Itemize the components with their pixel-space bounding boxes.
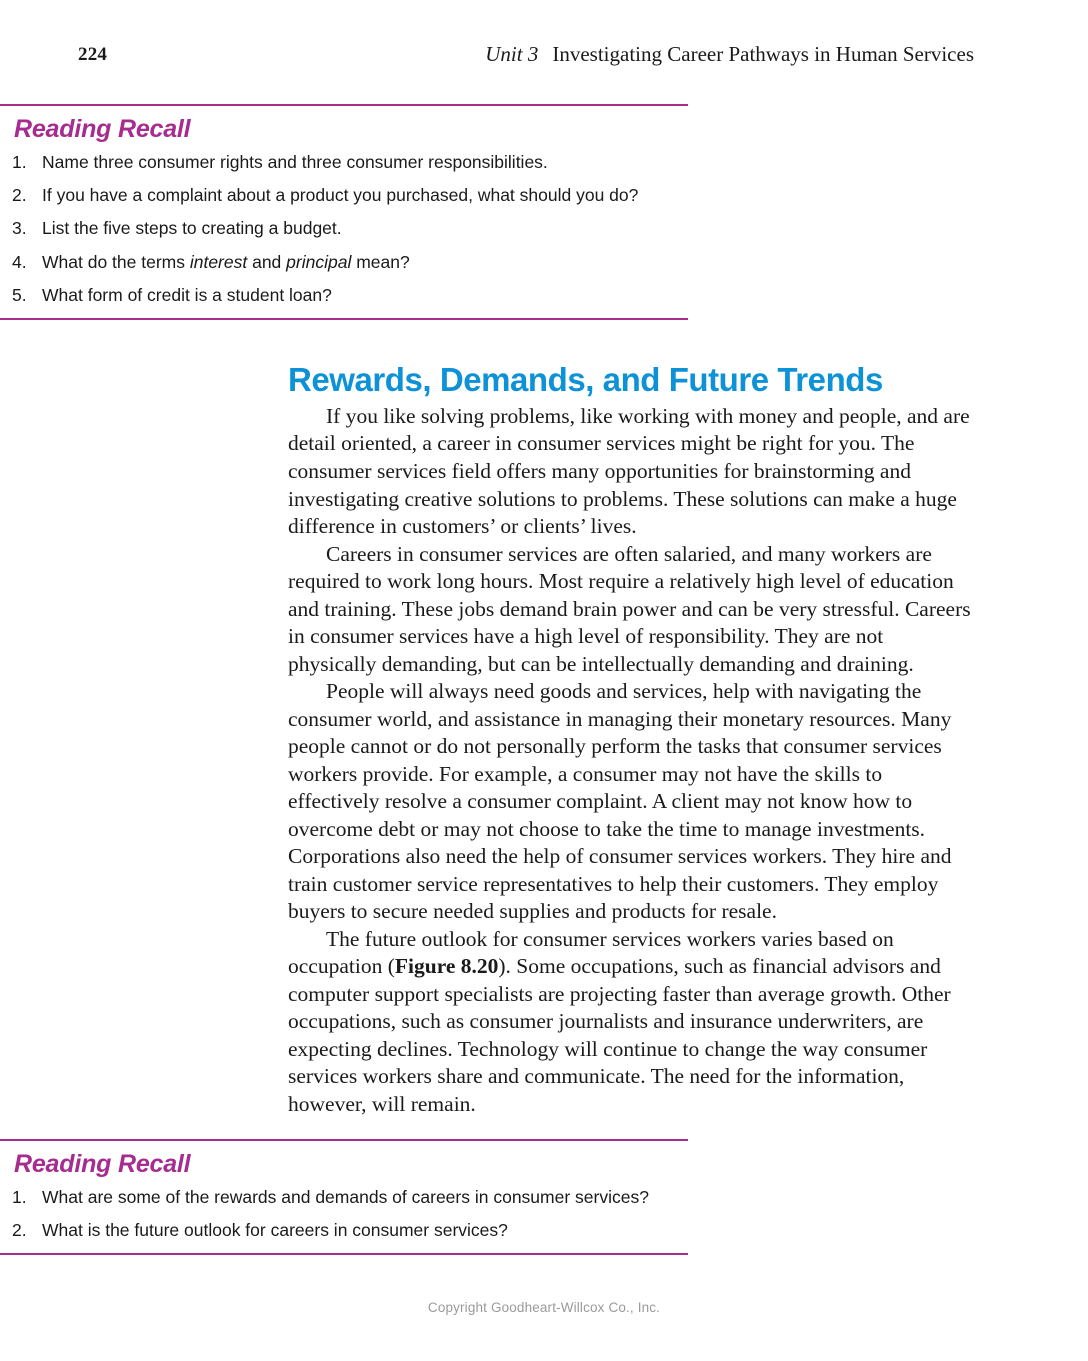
header-unit-title: Investigating Career Pathways in Human Services	[552, 42, 974, 66]
list-item-text-mid: and	[247, 251, 287, 272]
running-header	[78, 42, 974, 72]
header-unit-label: Unit 3	[485, 42, 539, 66]
copyright-footer: Copyright Goodheart-Willcox Co., Inc.	[427, 1300, 661, 1315]
list-item-number: 2.	[12, 1219, 27, 1240]
paragraph-4-post: ). Some occupations, such as financial advisors and computer support specialists are projecting faster than average growth. Other occupations, such as consumer journalists and insurance underwriters, are expecting declines. Technology will continue to change the way consumer services workers share and communicate. The need for the information, however, will remain.	[288, 954, 951, 1116]
list-item-term-interest: interest	[189, 251, 248, 272]
recall-top-rule-below	[0, 318, 688, 320]
header-title	[485, 42, 974, 67]
list-item-number: 5.	[12, 285, 27, 305]
recall-top-heading: Reading Recall	[14, 115, 191, 143]
list-item-number: 3.	[12, 218, 27, 239]
paragraph-3: People will always need goods and services, help with navigating the consumer world, and assistance in managing their monetary resources. Many people cannot or do not personally perform the tasks that consumer services workers provide. For example, a consumer may not have the skills to effectively resolve a consumer complaint. A client may not know how to overcome debt or may not choose to take the time to manage investments. Corporations also need the help of consumer services workers. They hire and train customer service representatives to help their customers. They employ buyers to secure needed supplies and products for resale.	[288, 679, 952, 924]
list-item-text: What are some of the rewards and demands of careers in consumer services?	[42, 1186, 649, 1207]
reading-recall-top	[0, 104, 688, 320]
figure-reference: Figure 8.20	[394, 954, 499, 979]
list-item-text-post: mean?	[351, 251, 410, 272]
paragraph-4	[288, 926, 976, 1119]
recall-bottom-list	[0, 1185, 688, 1244]
recall-bottom-heading: Reading Recall	[14, 1150, 191, 1178]
section-heading: Rewards, Demands, and Future Trends	[288, 361, 883, 398]
list-item-number: 1.	[12, 151, 27, 172]
paragraph-1: If you like solving problems, like working with money and people, and are detail oriented, a career in consumer services might be right for you. The consumer services field offers many opportunities for brainstorming and investigating creative solutions to problems. These solutions can make a huge difference in customers’ or clients’ lives.	[288, 403, 970, 539]
list-item-term-principal: principal	[286, 251, 352, 272]
list-item	[0, 183, 688, 208]
list-item	[0, 150, 688, 175]
list-item-text: If you have a complaint about a product you purchased, what should you do?	[42, 184, 639, 205]
list-item-text: Name three consumer rights and three consumer responsibilities.	[42, 151, 548, 172]
paragraph-4-pre: The future outlook for consumer services workers varies based on occupation (	[288, 926, 894, 979]
list-item-text: List the five steps to creating a budget.	[42, 218, 342, 239]
list-item-number: 4.	[12, 251, 27, 272]
list-item	[0, 283, 688, 308]
list-item-text-pre: What do the terms	[42, 251, 190, 272]
list-item	[0, 250, 688, 275]
list-item	[0, 216, 688, 241]
list-item	[0, 1218, 688, 1243]
recall-bottom-rule-above	[0, 1139, 688, 1141]
list-item-text: What is the future outlook for careers in consumer services?	[42, 1219, 508, 1240]
recall-bottom-rule-below	[0, 1253, 688, 1255]
recall-top-list	[0, 150, 688, 309]
body-copy	[288, 403, 976, 1118]
page-number: 224	[78, 44, 108, 65]
reading-recall-bottom	[0, 1139, 688, 1255]
recall-top-rule-above	[0, 104, 688, 106]
list-item	[0, 1185, 688, 1210]
list-item-number: 2.	[12, 184, 27, 205]
list-item-text: What form of credit is a student loan?	[42, 285, 332, 305]
paragraph-2: Careers in consumer services are often salaried, and many workers are required to work long hours. Most require a relatively high level of education and training. These jobs demand brain power and can be very stressful. Careers in consumer services have a high level of responsibility. They are not physically demanding, but can be intellectually demanding and draining.	[288, 541, 971, 676]
section-content	[288, 362, 976, 1118]
list-item-text	[42, 252, 410, 272]
list-item-number: 1.	[12, 1186, 27, 1207]
